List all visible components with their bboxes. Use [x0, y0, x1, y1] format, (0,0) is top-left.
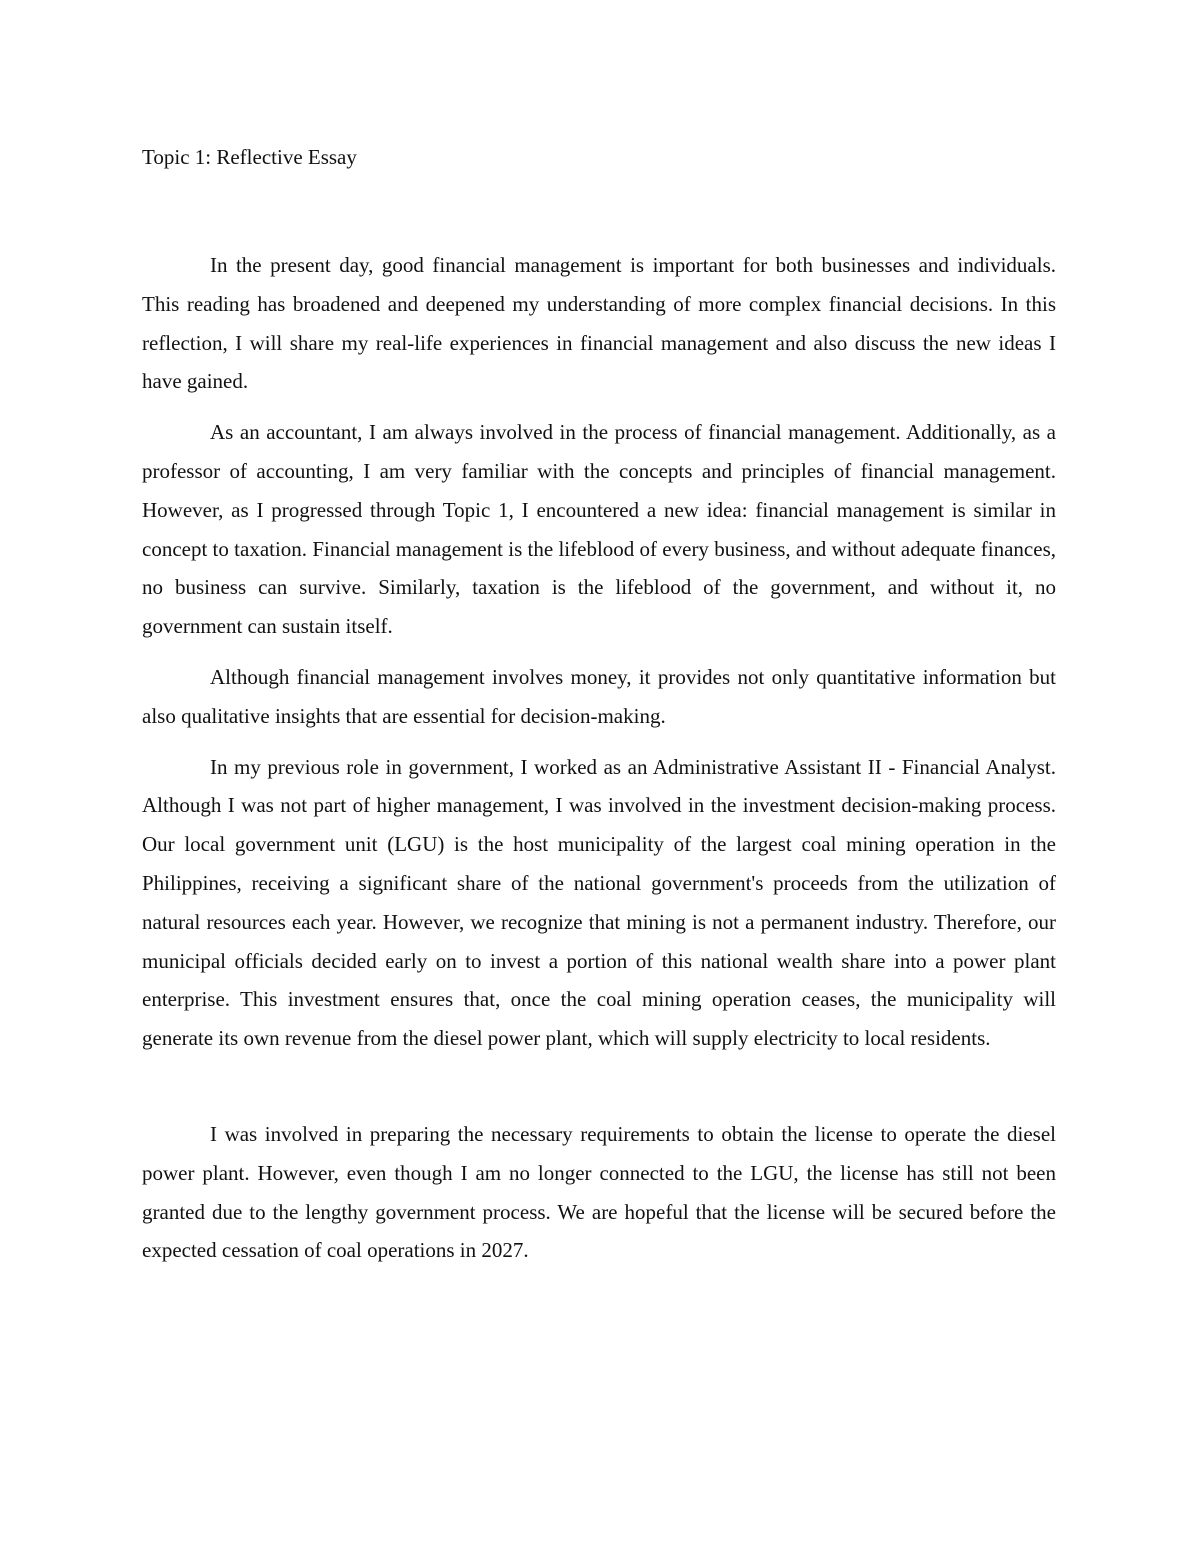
paragraph-license-process: I was involved in preparing the necessary requirements to obtain the license to operate the diesel power plant. However, even though I am no longer connected to the LGU, the license has still not been granted due to the lengthy government process. We are hopeful that the license will be secured before the expected cessation of coal operations in 2027. — [142, 1121, 1056, 1263]
paragraph-accountant-experience: As an accountant, I am always involved in the process of financial management. Additionally, as a professor of accounting, I am very familiar with the concepts and principles of financial management. However, as I progressed through Topic 1, I encountered a new idea: financial management is similar in concept to taxation. Financial management is the lifeblood of every business, and without adequate finances, no business can survive. Similarly, taxation is the lifeblood of the government, and without it, no government can sustain itself. — [142, 420, 1056, 639]
paragraph-qualitative-insights: Although financial management involves money, it provides not only quantitative information but also qualitative insights that are essential for decision-making. — [142, 664, 1056, 728]
paragraph-government-role: In my previous role in government, I worked as an Administrative Assistant II - Financial Analyst. Although I was not part of higher management, I was involved in the investment decision-making process. Our local government unit (LGU) is the host municipality of the largest coal mining operation in the Philippines, receiving a significant share of the national government's proceeds from the utilization of natural resources each year. However, we recognize that mining is not a permanent industry. Therefore, our municipal officials decided early on to invest a portion of this national wealth share into a power plant enterprise. This investment ensures that, once the coal mining operation ceases, the municipality will generate its own revenue from the diesel power plant, which will supply electricity to local residents. — [142, 754, 1056, 1051]
paragraph-introduction: In the present day, good financial management is important for both businesses and individuals. This reading has broadened and deepened my understanding of more complex financial decisions. In this reflection, I will share my real-life experiences in financial management and also discuss the new ideas I have gained. — [142, 253, 1056, 394]
essay-title: Topic 1: Reflective Essay — [142, 145, 357, 169]
essay-body — [142, 246, 1056, 1282]
